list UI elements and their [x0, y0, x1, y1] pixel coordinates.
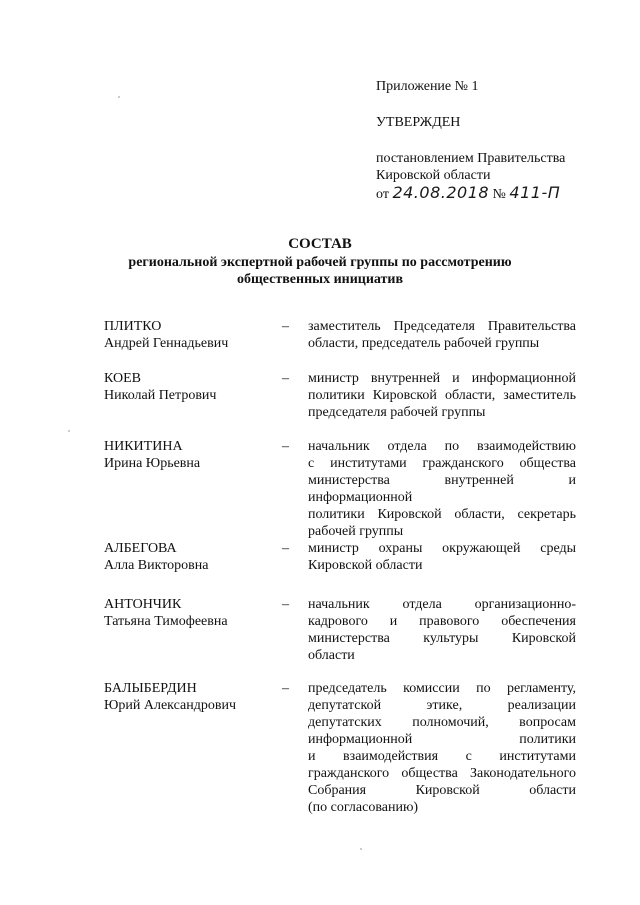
member-role-line: информационной политики: [308, 732, 576, 747]
member-role-line: (по согласованию): [308, 800, 419, 815]
member-given-name: Ирина Юрьевна: [104, 456, 201, 471]
decree-line-2: Кировской области: [376, 168, 491, 183]
member-name: [104, 318, 274, 352]
member-role-line: области, председатель рабочей группы: [308, 336, 540, 351]
member-name: [104, 596, 274, 630]
member-dash: –: [282, 319, 289, 334]
member-given-name: Николай Петрович: [104, 388, 217, 403]
member-dash: –: [282, 597, 289, 612]
scan-speck: [68, 430, 70, 432]
member-role-line: начальник отдела по взаимодействию: [308, 439, 576, 454]
member-name: [104, 680, 274, 714]
member-role-line: депутатской этике, реализации: [308, 698, 576, 713]
member-dash: –: [282, 681, 289, 696]
member-role: [308, 318, 576, 352]
member-role: [308, 680, 576, 816]
member-surname: НИКИТИНА: [104, 439, 183, 454]
member-surname: ПЛИТКО: [104, 319, 162, 334]
title-heading: СОСТАВ: [288, 236, 352, 252]
member-role-line: министерства культуры Кировской: [308, 631, 576, 646]
member-role: [308, 370, 576, 421]
member-role-line: Собрания Кировской области: [308, 783, 576, 798]
decree-line-1: постановлением Правительства: [376, 151, 566, 166]
member-surname: БАЛЫБЕРДИН: [104, 681, 197, 696]
approval-block: [376, 78, 616, 203]
member-surname: АНТОНЧИК: [104, 597, 182, 612]
member-role: [308, 540, 576, 574]
member-name: [104, 438, 274, 472]
member-role-line: министр внутренней и информационной: [308, 371, 576, 386]
member-role-line: министерства внутренней и информационной: [308, 473, 576, 505]
member-role-line: заместитель Председателя Правительства: [308, 319, 576, 334]
handwritten-date: 24.08.2018: [392, 183, 490, 202]
handwritten-number: 411-П: [509, 183, 561, 202]
scan-speck: [360, 848, 362, 850]
decree-date-line: [376, 184, 616, 203]
member-role-line: кадрового и правового обеспечения: [308, 614, 576, 629]
member-role-line: начальник отдела организационно-: [308, 597, 576, 612]
member-name: [104, 370, 274, 404]
member-role-line: и взаимодействия с институтами: [308, 749, 576, 764]
member-dash: –: [282, 439, 289, 454]
member-role-line: председатель комиссии по регламенту,: [308, 681, 576, 696]
member-role-line: политики Кировской области, секретарь: [308, 507, 576, 522]
member-role-line: министр охраны окружающей среды: [308, 541, 576, 556]
document-title: [0, 236, 640, 288]
member-role-line: депутатских полномочий, вопросам: [308, 715, 576, 730]
number-prefix: №: [492, 187, 506, 202]
approved-label: УТВЕРЖДЕН: [376, 115, 461, 130]
title-subheading-1: региональной экспертной рабочей группы по рассмотрению: [128, 255, 512, 270]
member-role-line: рабочей группы: [308, 524, 404, 539]
member-name: [104, 540, 274, 574]
member-given-name: Юрий Александрович: [104, 698, 236, 713]
member-role: [308, 596, 576, 664]
scan-speck: [118, 96, 120, 98]
member-surname: АЛБЕГОВА: [104, 541, 177, 556]
title-subheading-2: общественных инициатив: [236, 272, 404, 287]
member-role-line: с институтами гражданского общества: [308, 456, 576, 471]
member-role: [308, 438, 576, 540]
member-role-line: гражданского общества Законодательного: [308, 766, 576, 781]
member-dash: –: [282, 371, 289, 386]
member-role-line: области: [308, 648, 355, 663]
date-prefix: от: [376, 187, 389, 202]
member-role-line: Кировской области: [308, 558, 423, 573]
member-given-name: Андрей Геннадьевич: [104, 336, 229, 351]
member-surname: КОЕВ: [104, 371, 141, 386]
member-role-line: председателя рабочей группы: [308, 405, 486, 420]
appendix-label: Приложение № 1: [376, 79, 479, 94]
member-role-line: политики Кировской области, заместитель: [308, 388, 576, 403]
member-given-name: Алла Викторовна: [104, 558, 209, 573]
member-dash: –: [282, 541, 289, 556]
member-given-name: Татьяна Тимофеевна: [104, 614, 228, 629]
